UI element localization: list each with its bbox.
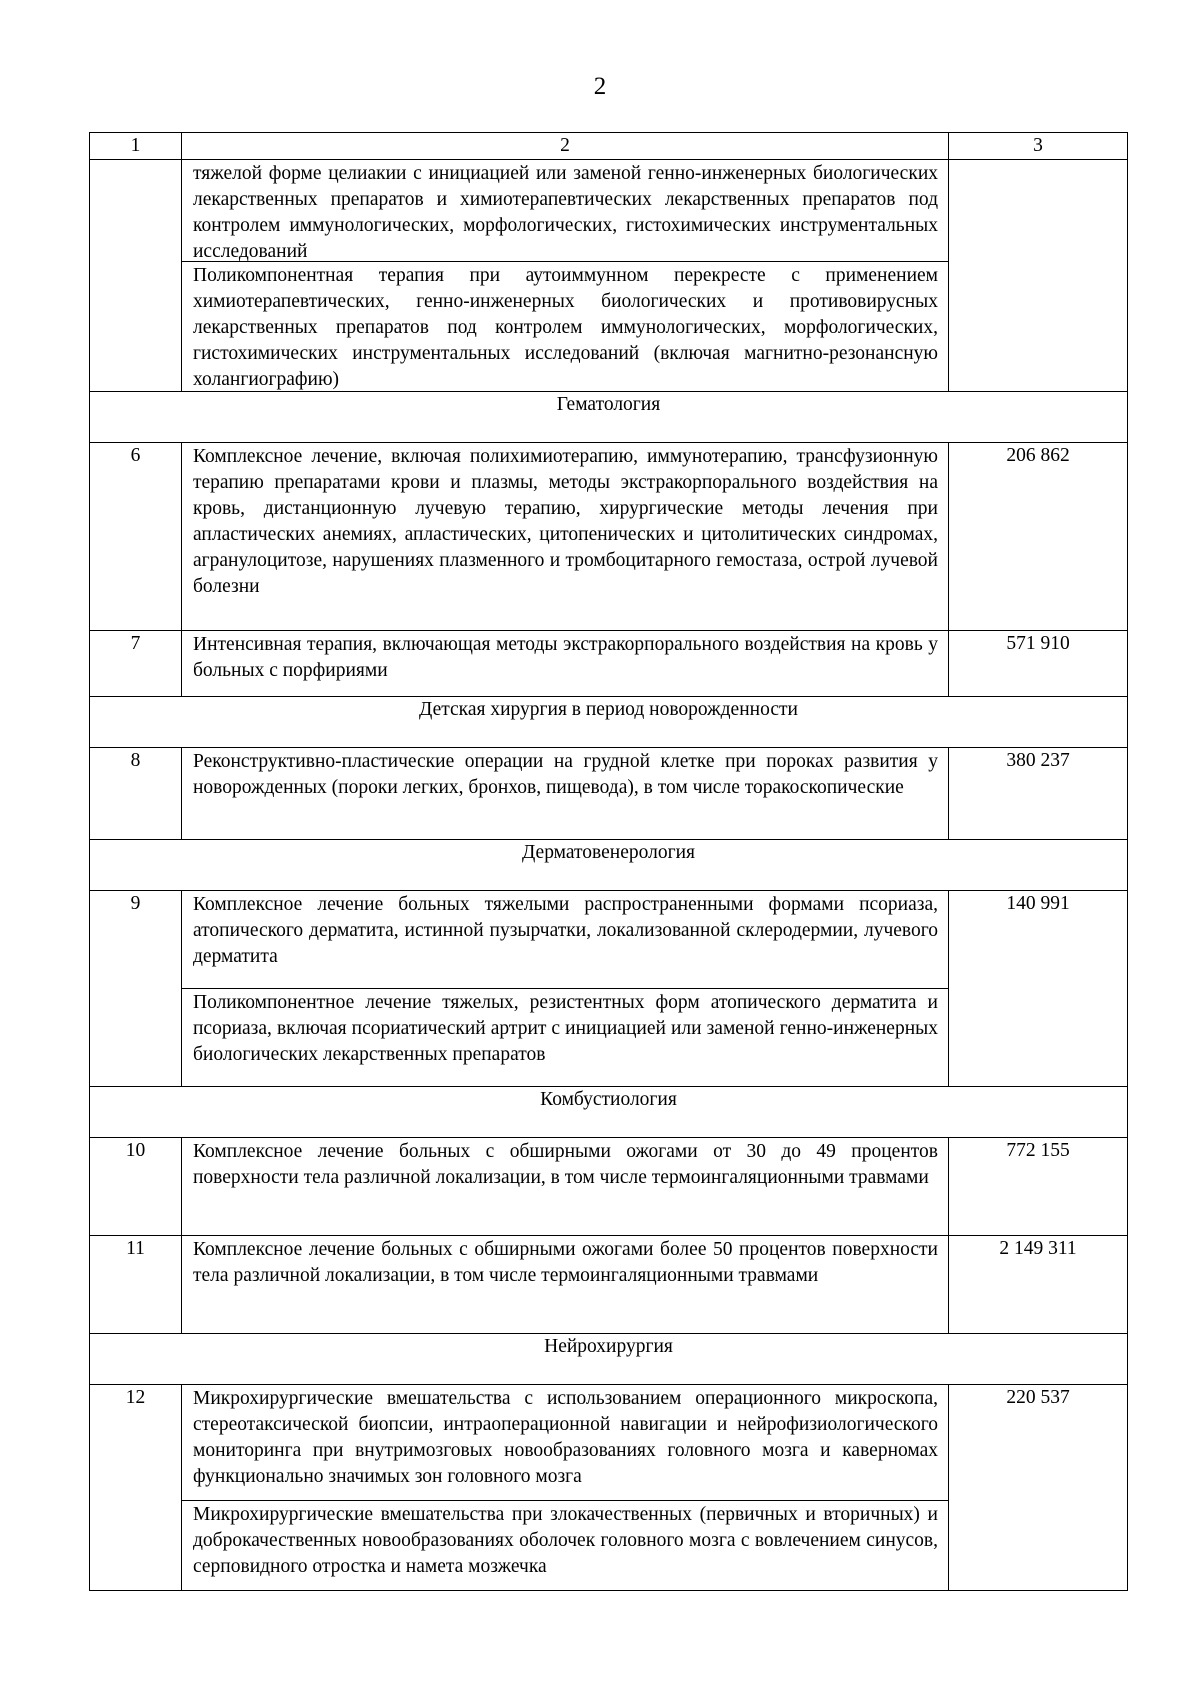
row-number: 12	[90, 1385, 182, 1591]
description-part: Реконструктивно-пластические операции на грудной клетке при пороках развития у новорожденных (пороки легких, бронхов, пищевода), в том числе торакоскопические	[193, 751, 938, 798]
row-number: 6	[90, 443, 182, 631]
description-part: Поликомпонентное лечение тяжелых, резистентных форм атопического дерматита и псориаза, включая псориатический артрит с инициацией или заменой генно-инженерных биологических лекарственных препаратов	[182, 988, 948, 1086]
row-number: 11	[90, 1236, 182, 1334]
section-row	[90, 697, 1128, 748]
table-row	[90, 748, 1128, 840]
row-amount: 220 537	[949, 1385, 1128, 1591]
description-part: Микрохирургические вмешательства при злокачественных (первичных и вторичных) и доброкачественных новообразованиях оболочек головного мозга с вовлечением синусов, серповидного отростка и намета мозжечка	[182, 1500, 948, 1590]
description-part: Комплексное лечение больных с обширными ожогами более 50 процентов поверхности тела различной локализации, в том числе термоингаляционными травмами	[193, 1239, 938, 1286]
column-header-amount: 3	[949, 133, 1128, 160]
section-title: Комбустиология	[90, 1087, 1128, 1138]
section-title: Дерматовенерология	[90, 840, 1128, 891]
row-amount: 2 149 311	[949, 1236, 1128, 1334]
description-part: Комплексное лечение больных с обширными ожогами от 30 до 49 процентов поверхности тела различной локализации, в том числе термоингаляционными травмами	[193, 1141, 938, 1188]
row-description	[182, 160, 949, 392]
row-amount: 571 910	[949, 631, 1128, 697]
section-row	[90, 1087, 1128, 1138]
row-amount: 772 155	[949, 1138, 1128, 1236]
row-number: 10	[90, 1138, 182, 1236]
description-part: Микрохирургические вмешательства с использованием операционного микроскопа, стереотаксической биопсии, интраоперационной навигации и нейрофизиологического мониторинга при внутримозговых новообразованиях головного мозга и каверномах функционально значимых зон головного мозга	[193, 1388, 938, 1487]
table-row	[90, 631, 1128, 697]
table-row	[90, 1236, 1128, 1334]
row-amount: 140 991	[949, 891, 1128, 1087]
column-header-number: 1	[90, 133, 182, 160]
row-description	[182, 631, 949, 697]
description-part: Комплексное лечение больных тяжелыми распространенными формами псориаза, атопического дерматита, истинной пузырчатки, локализованной склеродермии, лучевого дерматита	[193, 894, 938, 967]
section-title: Нейрохирургия	[90, 1334, 1128, 1385]
table-row	[90, 1385, 1128, 1591]
section-row	[90, 1334, 1128, 1385]
description-part: Комплексное лечение, включая полихимиотерапию, иммунотерапию, трансфузионную терапию препаратами крови и плазмы, методы экстракорпорального воздействия на кровь, дистанционную лучевую терапию, хирургические методы лечения при апластических анемиях, апластических, цитопенических и цитолитических синдромах, агранулоцитозе, нарушениях плазменного и тромбоцитарного гемостаза, острой лучевой болезни	[193, 446, 938, 597]
table-row	[90, 891, 1128, 1087]
description-part: тяжелой форме целиакии с инициацией или заменой генно-инженерных биологических лекарственных препаратов и химиотерапевтических лекарственных препаратов под контролем иммунологических, морфологических, гистохимических инструментальных исследований	[193, 163, 938, 262]
table-row-continued	[90, 160, 1128, 392]
row-description	[182, 1385, 949, 1591]
row-description	[182, 891, 949, 1087]
section-row	[90, 840, 1128, 891]
section-title: Гематология	[90, 392, 1128, 443]
row-description	[182, 1138, 949, 1236]
row-number: 8	[90, 748, 182, 840]
row-number: 9	[90, 891, 182, 1087]
section-row	[90, 392, 1128, 443]
row-number	[90, 160, 182, 392]
table-header-row	[90, 133, 1128, 160]
page-number: 2	[593, 73, 607, 100]
row-description	[182, 1236, 949, 1334]
row-amount: 380 237	[949, 748, 1128, 840]
row-description	[182, 748, 949, 840]
row-description	[182, 443, 949, 631]
table-row	[90, 1138, 1128, 1236]
section-title: Детская хирургия в период новорожденности	[90, 697, 1128, 748]
description-part: Интенсивная терапия, включающая методы экстракорпорального воздействия на кровь у больных с порфириями	[193, 634, 938, 681]
services-table	[89, 132, 1128, 1591]
description-part: Поликомпонентная терапия при аутоиммунном перекресте с применением химиотерапевтических, генно-инженерных биологических и противовирусных лекарственных препаратов под контролем иммунологических, морфологических, гистохимических инструментальных исследований (включая магнитно-резонансную холангиографию)	[182, 261, 948, 391]
row-amount: 206 862	[949, 443, 1128, 631]
row-number: 7	[90, 631, 182, 697]
table-row	[90, 443, 1128, 631]
column-header-description: 2	[182, 133, 949, 160]
row-amount	[949, 160, 1128, 392]
